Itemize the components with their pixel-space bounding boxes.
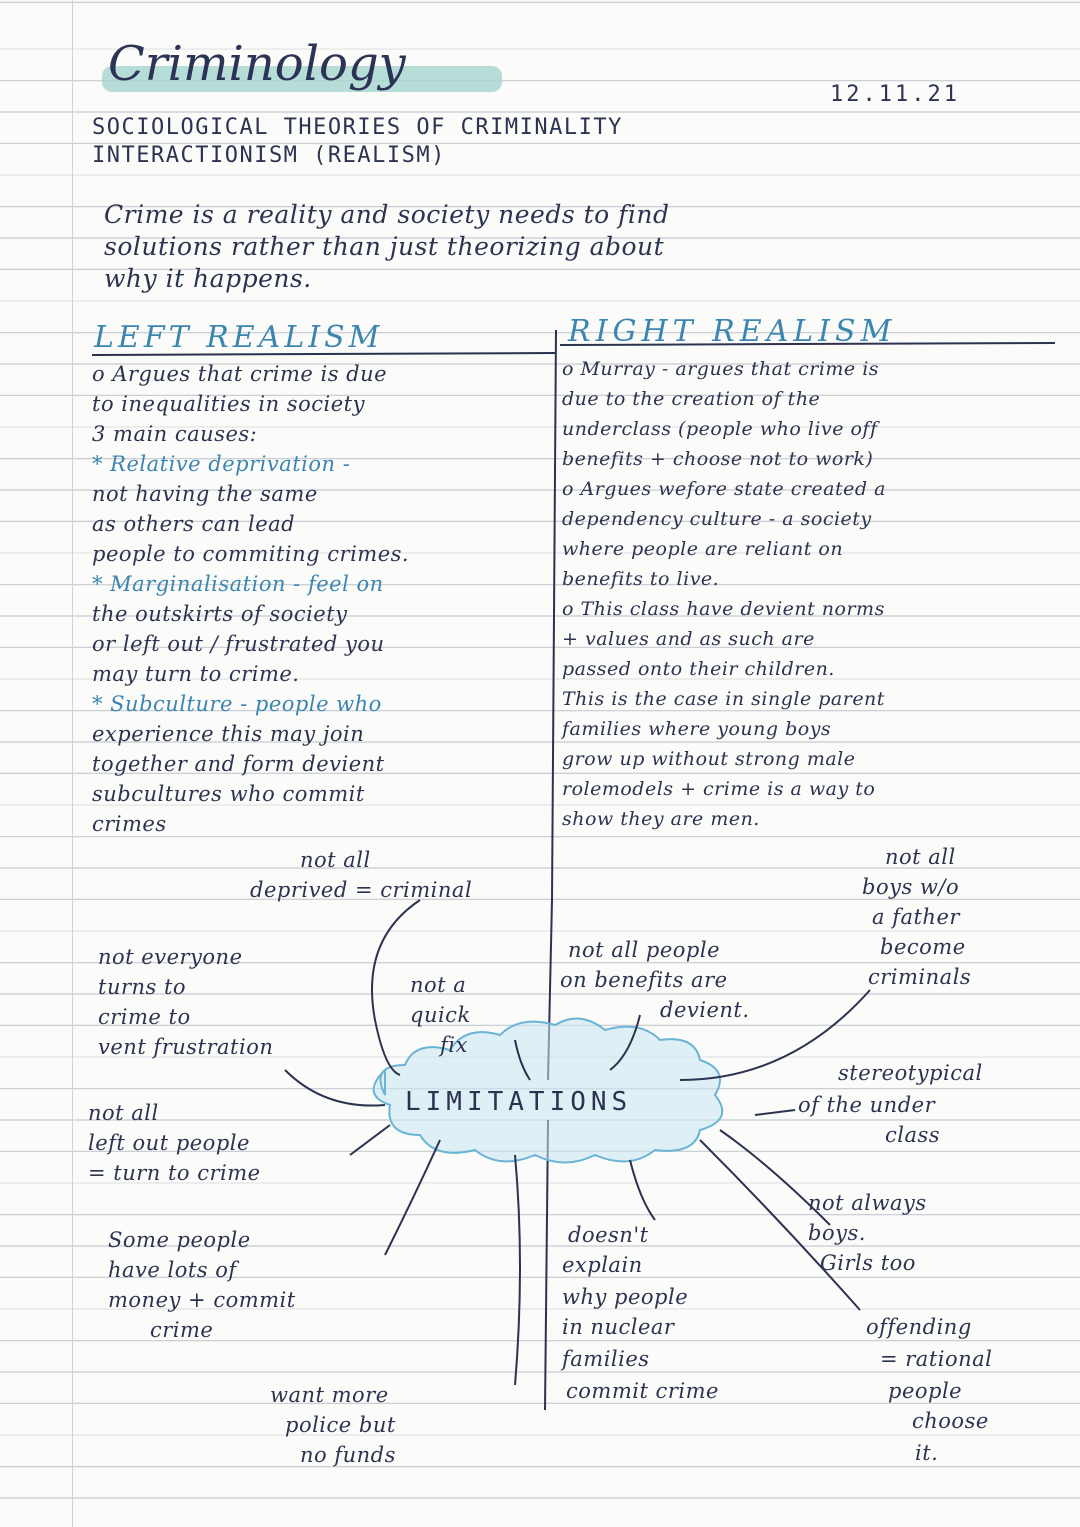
column-divider-bottom	[545, 1120, 548, 1410]
intro-line: solutions rather than just theorizing about	[104, 232, 665, 261]
limitation-line: turns to	[98, 975, 187, 999]
connector-stereotypical	[755, 1110, 795, 1115]
subtitle-theories: SOCIOLOGICAL THEORIES OF CRIMINALITY	[92, 115, 623, 140]
left-line: the outskirts of society	[92, 602, 348, 626]
right-line: o Argues wefore state created a	[562, 478, 886, 500]
limitation-line: deprived = criminal	[250, 878, 473, 902]
right-line: underclass (people who live off	[562, 418, 878, 440]
right-line: benefits to live.	[562, 568, 720, 590]
limitation-line: not everyone	[98, 945, 243, 969]
limitation-line: offending	[866, 1315, 972, 1339]
intro-line: Crime is a reality and society needs to find	[104, 200, 670, 229]
left-realism-heading: LEFT REALISM	[94, 320, 384, 355]
limitation-line: not always	[808, 1191, 927, 1215]
limitation-line: of the under	[798, 1093, 936, 1117]
right-line: dependency culture - a society	[562, 508, 872, 530]
limitation-line: = turn to crime	[88, 1161, 261, 1185]
limitation-line: quick	[410, 1003, 471, 1027]
limitation-line: crime	[150, 1318, 214, 1342]
left-line: to inequalities in society	[92, 392, 365, 416]
connector-not-everyone	[285, 1070, 385, 1106]
connector-police	[515, 1155, 520, 1385]
limitation-line: Some people	[108, 1228, 251, 1252]
limitations-label: LIMITATIONS	[405, 1087, 633, 1117]
limitation-line: no funds	[300, 1443, 396, 1467]
limitation-line: boys w/o	[862, 875, 960, 899]
left-line: people to commiting crimes.	[92, 542, 410, 566]
right-line: families where young boys	[562, 718, 832, 740]
limitation-line: crime to	[98, 1005, 191, 1029]
limitation-line: doesn't	[568, 1223, 649, 1247]
limitation-line: become	[880, 935, 966, 959]
limitation-line: on benefits are	[560, 968, 728, 992]
limitation-line: = rational	[880, 1347, 993, 1371]
limitation-line: fix	[440, 1033, 468, 1057]
left-line: * Marginalisation - feel on	[92, 572, 384, 596]
right-line: This is the case in single parent	[562, 688, 885, 710]
left-line: 3 main causes:	[92, 422, 258, 446]
left-line: * Subculture - people who	[92, 692, 382, 716]
limitation-line: not all	[885, 845, 956, 869]
column-divider-top	[548, 330, 556, 1080]
limitation-line: families	[562, 1347, 650, 1371]
limitation-line: vent frustration	[98, 1035, 274, 1059]
intro-line: why it happens.	[104, 264, 312, 293]
limitation-line: in nuclear	[562, 1315, 675, 1339]
limitation-line: why people	[562, 1285, 689, 1309]
left-line: may turn to crime.	[92, 662, 300, 686]
limitation-line: Girls too	[820, 1251, 916, 1275]
left-line: experience this may join	[92, 722, 365, 746]
page-title-text: Criminology	[108, 36, 406, 92]
right-line: show they are men.	[562, 808, 760, 830]
limitation-line: devient.	[660, 998, 750, 1022]
left-line: or left out / frustrated you	[92, 632, 385, 656]
left-line: together and form devient	[92, 752, 385, 776]
left-line: o Argues that crime is due	[92, 362, 388, 386]
limitation-line: want more	[270, 1383, 389, 1407]
left-line: crimes	[92, 812, 167, 836]
right-line: grow up without strong male	[562, 748, 856, 770]
right-line: o This class have devient norms	[562, 598, 885, 620]
connector-nuclear	[630, 1160, 655, 1220]
limitation-line: a father	[872, 905, 960, 929]
limitation-line: commit crime	[566, 1379, 719, 1403]
right-line: benefits + choose not to work)	[562, 448, 874, 470]
date: 12.11.21	[830, 82, 960, 107]
left-line: subcultures who commit	[92, 782, 365, 806]
limitation-line: class	[885, 1123, 941, 1147]
connector-money	[385, 1140, 440, 1255]
limitation-line: not all	[300, 848, 371, 872]
limitation-line: have lots of	[108, 1258, 237, 1282]
limitation-line: police but	[285, 1413, 396, 1437]
limitation-line: not all people	[568, 938, 721, 962]
limitation-line: stereotypical	[838, 1061, 983, 1085]
left-line: as others can lead	[92, 512, 296, 536]
limitation-line: criminals	[868, 965, 972, 989]
right-line: + values and as such are	[562, 628, 815, 650]
limitation-line: money + commit	[108, 1288, 296, 1312]
limitation-line: not a	[410, 973, 467, 997]
limitation-line: not all	[88, 1101, 159, 1125]
right-realism-heading: RIGHT REALISM	[568, 314, 897, 349]
limitation-line: it.	[915, 1441, 939, 1465]
left-line: not having the same	[92, 482, 318, 506]
left-line: * Relative deprivation -	[92, 452, 351, 476]
right-line: o Murray - argues that crime is	[562, 358, 880, 380]
limitation-line: boys.	[808, 1221, 866, 1245]
right-line: where people are reliant on	[562, 538, 844, 560]
right-line: rolemodels + crime is a way to	[562, 778, 876, 800]
limitation-line: choose	[912, 1409, 989, 1433]
limitation-line: left out people	[88, 1131, 250, 1155]
right-line: due to the creation of the	[562, 388, 821, 410]
subtitle-interactionism: INTERACTIONISM (REALISM)	[92, 143, 446, 168]
connector-left-out	[350, 1125, 390, 1155]
right-line: passed onto their children.	[562, 658, 835, 680]
limitation-line: explain	[562, 1253, 643, 1277]
limitation-line: people	[888, 1379, 963, 1403]
